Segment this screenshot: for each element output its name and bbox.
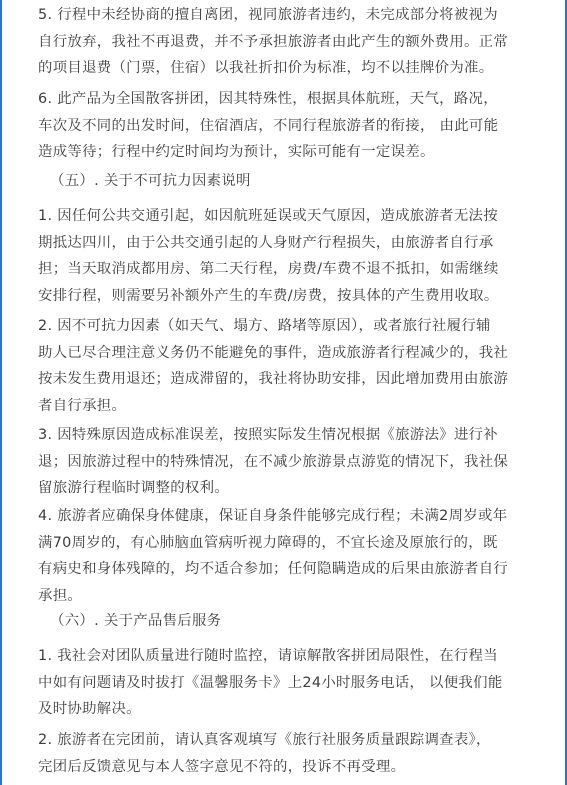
text-line: 4. 旅游者应确保身体健康，保证自身条件能够完成行程；未满2周岁或年 (38, 508, 508, 524)
paragraph-force4 (38, 503, 538, 609)
text-line: 3. 因特殊原因造成标准误差，按照实际发生情况根据《旅游法》进行补 (38, 427, 498, 443)
text-line: 1. 我社会对团队质量进行随时监控，请谅解散客拼团局限性，在行程当 (38, 648, 498, 664)
text-line: 承担。 (38, 587, 83, 604)
paragraph-force1 (38, 203, 538, 309)
text-line: 2. 旅游者在完团前，请认真客观填写《旅行社服务质量跟踪调查表》， (38, 732, 491, 748)
text-line: 退；因旅游过程中的特殊情况，在不减少旅游景点游览的情况下，我社保 (38, 453, 509, 470)
paragraph-force3 (38, 422, 538, 502)
text-line: 期抵达四川，由于公共交通引起的人身财产行程损失，由旅游者自行承 (38, 234, 494, 251)
text-line: 留旅游行程临时调整的权利。 (38, 480, 229, 496)
text-line: 的项目退费（门票，住宿）以我社折扣价为标准，均不以挂牌价为准。 (38, 60, 494, 76)
paragraph-after1 (38, 643, 538, 723)
text-line: 助人已尽合理注意义务仍不能避免的事件，造成旅游者行程减少的，我社 (38, 344, 509, 361)
paragraph-item5 (38, 2, 538, 82)
text-line: 担；当天取消成都用房、第二天行程，房费/车费不退不抵扣，如需继续 (38, 261, 499, 277)
text-line: 者自行承担。 (38, 397, 127, 414)
text-line: 1. 因任何公共交通引起，如因航班延误或天气原因，造成旅游者无法按 (38, 208, 498, 224)
text-line: 车次及不同的出发时间，住宿酒店，不同行程旅游者的衔接， 由此可能 (38, 117, 499, 134)
text-line: 及时协助解决。 (38, 701, 141, 717)
paragraph-after2 (38, 727, 538, 780)
text-line: 有病史和身体残障的，均不适合参加；任何隐瞒造成的后果由旅游者自行 (38, 561, 509, 577)
paragraph-force2 (38, 313, 538, 419)
paragraph-item6 (38, 86, 538, 166)
text-line: 自行放弃，我社不再退费，并不予承担旅游者由此产生的额外费用。正常 (38, 33, 509, 50)
text-line: 按未发生费用退还；造成滞留的，我社将协助安排，因此增加费用由旅游 (38, 371, 509, 387)
text-line: 中如有问题请及时拔打《温馨服务卡》上24小时服务电话， 以便我们能 (38, 674, 503, 691)
text-line: 6. 此产品为全国散客拼团，因其特殊性，根据具体航班，天气，路况， (38, 91, 498, 107)
text-line: 完团后反馈意见与本人签字意见不符的，投诉不再受理。 (38, 758, 406, 775)
text-line: 2. 因不可抗力因素（如天气、塌方、路堵等原因），或者旅行社履行辅 (38, 318, 491, 334)
text-line: 满70周岁的，有心肺脑血管病听视力障碍的，不宜长途及原旅行的，既 (38, 534, 498, 551)
text-line: 安排行程，则需要另补额外产生的车费/房费，按具体的产生费用收取。 (38, 287, 499, 304)
text-line: 5. 行程中未经协商的擅自离团，视同旅游者违约，未完成部分将被视为 (38, 7, 498, 23)
section-heading-after-sales: （六）. 关于产品售后服务 (50, 613, 222, 629)
text-line: 造成等待；行程中约定时间均为预计，实际可能有一定误差。 (38, 144, 435, 160)
section-heading-force-majeure: （五）. 关于不可抗力因素说明 (50, 173, 251, 189)
